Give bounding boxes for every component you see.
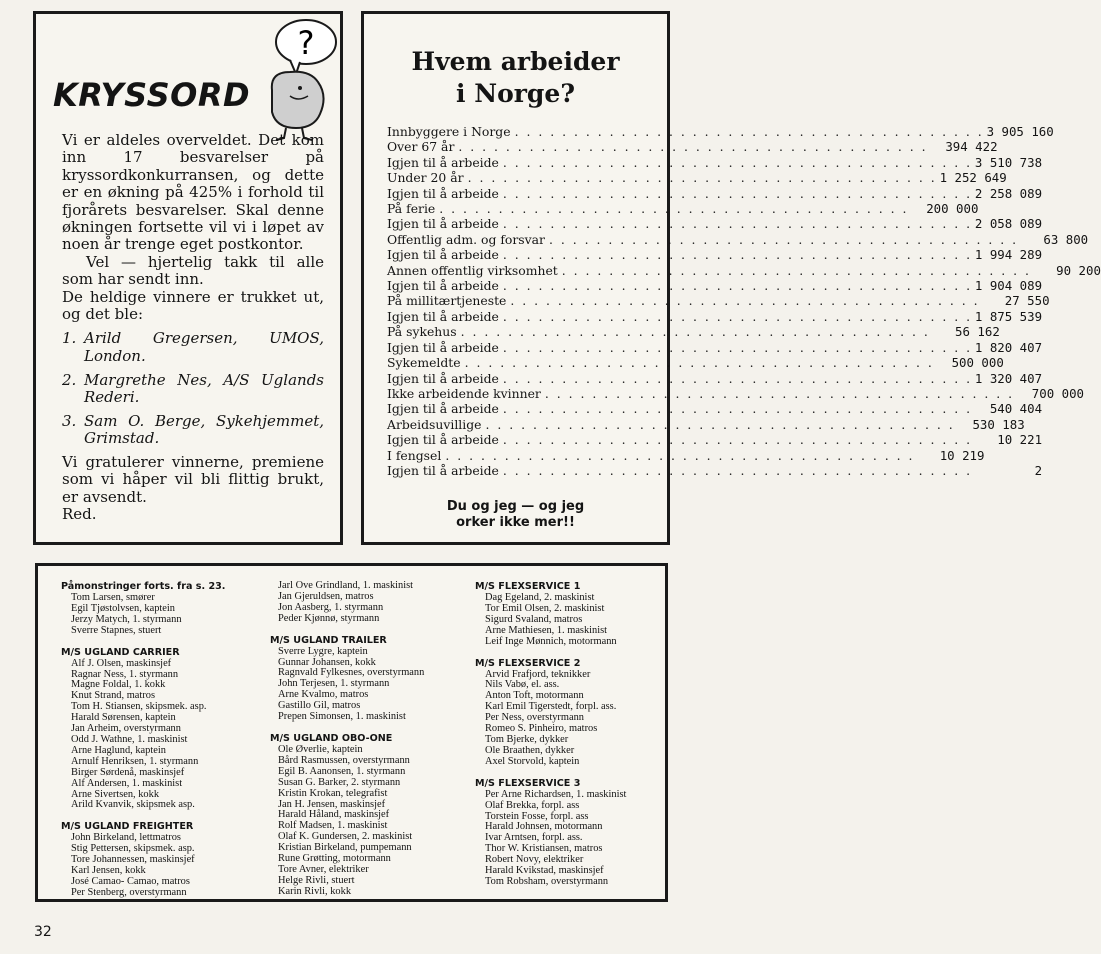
statistics-row [387,139,998,155]
crew-member: Prepen Simonsen, 1. maskinist [278,711,406,723]
statistics-row [387,247,1043,263]
statistics-row [387,416,1025,432]
winner-list [62,330,324,448]
statistics-label: Igjen til å arbeide [387,185,499,201]
statistics-value: 394 422 [945,139,998,155]
leader-dots: . . . . . . . . . . . . . . . . . . . . . . . . . . . . . . . . . . . . . . . . [467,170,937,186]
crew-member: Arild Kvanvik, skipsmek asp. [71,799,195,811]
statistics-label: Arbeidsuvillige [387,416,482,432]
crew-member: Tom H. Stiansen, skipsmek. asp. [71,701,207,713]
winner-number: 2. [62,370,77,389]
leader-dots: . . . . . . . . . . . . . . . . . . . . . . . . . . . . . . . . . . . . . . . . [514,124,984,139]
statistics-value: 530 183 [972,416,1025,432]
crew-group [61,581,271,637]
crew-member: Jarl Ove Grindland, 1. maskinist [278,580,414,591]
crew-member: Jan Gjeruldsen, matros [278,590,374,602]
punchline-line: Du og jeg — og jeg [446,499,585,514]
crew-member: Robert Novy, elektriker [485,854,584,866]
crew-member: Tom Bjerke, dykker [485,733,569,745]
statistics-value: 3 510 738 [974,154,1043,170]
crew-member: Karl Emil Tigerstedt, forpl. ass. [485,701,617,713]
statistics-row [387,370,1043,386]
ship-heading: M/S UGLAND TRAILER [270,634,387,646]
statistics-row [387,308,1043,324]
winner-name: Sam O. Berge, Sykehjemmet, Grimstad. [84,411,324,448]
crew-member: Ivar Arntsen, forpl. ass. [485,832,583,844]
statistics-value: 10 221 [997,432,1043,448]
statistics-label: I fengsel [387,447,442,463]
crew-member: Axel Storvold, kaptein [485,755,580,767]
ship-heading: M/S UGLAND FREIGHTER [61,821,194,833]
leader-dots: . . . . . . . . . . . . . . . . . . . . . . . . . . . . . . . . . . . . . . . . [458,139,928,155]
crew-member: Gunnar Johansen, kokk [278,656,376,668]
crew-member: Stig Pettersen, skipsmek. asp. [71,843,195,855]
statistics-value: 1 994 289 [974,247,1043,263]
crew-group [475,778,665,888]
crew-member: Thor W. Kristiansen, matros [485,843,603,855]
statistics-value: 56 162 [955,324,1000,340]
crew-group [270,581,475,625]
crew-member: Kristin Krokan, telegrafist [278,787,388,799]
statistics-value: 1 252 649 [939,170,1007,186]
statistics-value: 2 058 089 [974,216,1043,232]
leader-dots: . . . . . . . . . . . . . . . . . . . . . . . . . . . . . . . . . . . . . . . . [464,355,934,371]
statistics-value: 1 320 407 [974,370,1043,386]
crew-member: Jon Aasberg, 1. styrmann [278,601,384,613]
crew-group [270,733,475,898]
statistics-value: 1 875 539 [974,308,1043,324]
crew-member: Sverre Lygre, kaptein [278,645,368,657]
leader-dots: . . . . . . . . . . . . . . . . . . . . . . . . . . . . . . . . . . . . . . . . [502,462,973,478]
leader-dots: . . . . . . . . . . . . . . . . . . . . . . . . . . . . . . . . . . . . . . . . [439,201,909,217]
statistics-value: 500 000 [951,355,1004,371]
crew-member: Helge Rivli, stuert [278,874,355,886]
crew-member: Rolf Madsen, 1. maskinist [278,820,388,832]
crew-member: Romeo S. Pinheiro, matros [485,723,598,735]
statistics-row [387,432,1043,448]
leader-dots: . . . . . . . . . . . . . . . . . . . . . . . . . . . . . . . . . . . . . . . . [502,154,973,170]
crew-column [475,581,665,898]
ship-heading: M/S FLEXSERVICE 1 [475,581,581,592]
statistics-row [387,201,979,217]
crew-member: Tom Robsham, overstyrmann [485,875,609,887]
statistics-label: På ferie [387,201,436,217]
crew-member: Magne Foldal, 1. kokk [71,679,166,691]
winner-number: 1. [62,329,77,348]
crew-member: Harald Kvikstad, maskinsjef [485,865,604,877]
hvem-title [364,46,667,110]
crew-group [61,821,271,898]
statistics-row [387,216,1043,232]
crew-member: Anton Toft, motormann [485,690,584,702]
crew-member: Ragnvald Fylkesnes, overstyrmann [278,667,425,679]
ship-heading: M/S FLEXSERVICE 3 [475,777,581,789]
ship-heading: M/S FLEXSERVICE 2 [475,657,581,669]
statistics-label: Igjen til å arbeide [387,278,499,294]
punchline-line: orker ikke mer!! [456,515,575,530]
kryssord-title: KRYSSORD [53,76,251,114]
kryssord-paragraph: De heldige vinnere er trukket ut, og det ble: [62,287,324,324]
statistics-row [387,447,985,463]
leader-dots: . . . . . . . . . . . . . . . . . . . . . . . . . . . . . . . . . . . . . . . . [502,247,973,263]
crew-group [475,658,665,768]
crew-member: Egil Tjøstolvsen, kaptein [71,602,175,614]
kryssord-paragraph: Vi gratulerer vinnerne, premiene som vi håper vil bli flittig brukt, er avsendt. [62,453,324,506]
crew-member: Arne Haglund, kaptein [71,744,166,756]
leader-dots: . . . . . . . . . . . . . . . . . . . . . . . . . . . . . . . . . . . . . . . . [502,370,973,386]
crew-member: Karin Rivli, kokk [278,885,352,897]
leader-dots: . . . . . . . . . . . . . . . . . . . . . . . . . . . . . . . . . . . . . . . . [544,385,1015,401]
statistics-label: Igjen til å arbeide [387,308,499,324]
crew-member: Sigurd Svaland, matros [485,613,583,625]
statistics-label: Innbyggere i Norge [387,124,511,139]
kryssord-box [33,11,343,545]
crew-group [270,635,475,723]
leader-dots: . . . . . . . . . . . . . . . . . . . . . . . . . . . . . . . . . . . . . . . . [502,278,973,294]
statistics-value: 200 000 [926,201,979,217]
leader-dots: . . . . . . . . . . . . . . . . . . . . . . . . . . . . . . . . . . . . . . . . [502,339,973,355]
crew-member: Arvid Frafjord, teknikker [485,668,591,680]
crew-column [61,581,271,909]
hvem-title-line: i Norge? [456,79,575,108]
puzzle-mascot-icon [250,16,350,144]
statistics-label: Sykemeldte [387,355,461,371]
statistics-value: 3 905 160 [986,124,1054,139]
statistics-label: Igjen til å arbeide [387,462,499,478]
mascot-bubble-text: ? [297,24,315,62]
crew-member: Tore Johannessen, maskinsjef [71,854,195,866]
crew-member: Nils Vabø, el. ass. [485,679,560,691]
crew-member: Arne Mathiesen, 1. maskinist [485,624,608,636]
winner-number: 3. [62,411,77,430]
crew-member: Per Ness, overstyrmann [485,712,584,724]
statistics-value: 27 550 [1004,293,1050,309]
crew-member: John Terjesen, 1. styrmann [278,678,390,690]
statistics-table [387,124,1101,478]
crew-member: Ole Øverlie, kaptein [278,743,363,755]
leader-dots: . . . . . . . . . . . . . . . . . . . . . . . . . . . . . . . . . . . . . . . . [502,401,973,417]
winner-name: Margrethe Nes, A/S Uglands Rederi. [84,370,324,407]
crew-member: Dag Egeland, 2. maskinist [485,592,595,603]
ship-heading: Påmonstringer forts. fra s. 23. [61,581,226,592]
statistics-value: 10 219 [939,447,985,463]
leader-dots: . . . . . . . . . . . . . . . . . . . . . . . . . . . . . . . . . . . . . . . . [510,293,980,309]
crew-member: Per Arne Richardsen, 1. maskinist [485,788,627,800]
crew-member: Arne Kvalmo, matros [278,689,369,701]
crew-member: John Birkeland, lettmatros [71,832,181,844]
kryssord-paragraph: Vel — hjertelig takk til alle som har sendt inn. [62,252,324,289]
crew-member: Tor Emil Olsen, 2. maskinist [485,602,605,614]
statistics-value: 700 000 [1031,385,1085,401]
crew-member: Jan H. Jensen, maskinsjef [278,798,386,810]
crew-group [475,581,665,648]
crew-member: Tom Larsen, smører [71,592,155,603]
crew-member: Birger Sørdenå, maskinsjef [71,766,185,778]
crew-member: Torstein Fosse, forpl. ass [485,810,589,822]
crew-member: Kristian Birkeland, pumpemann [278,842,412,854]
statistics-label: Ikke arbeidende kvinner [387,385,541,401]
statistics-row [387,355,1004,371]
statistics-value: 90 200 [1056,262,1101,278]
statistics-row [387,293,1050,309]
winner-name: Arild Gregersen, UMOS, London. [84,329,324,366]
crew-member: Odd J. Wathne, 1. maskinist [71,733,188,745]
crew-member: Arnulf Henriksen, 1. styrmann [71,755,199,767]
crew-member: Harald Johnsen, motormann [485,821,603,833]
statistics-value: 540 404 [989,401,1043,417]
statistics-label: Annen offentlig virksomhet [387,262,558,278]
crew-list-box [35,563,668,902]
page-number: 32 [34,924,52,940]
statistics-row [387,185,1043,201]
leader-dots: . . . . . . . . . . . . . . . . . . . . . . . . . . . . . . . . . . . . . . . . [561,262,1031,278]
statistics-value: 2 258 089 [974,185,1043,201]
leader-dots: . . . . . . . . . . . . . . . . . . . . . . . . . . . . . . . . . . . . . . . . [502,308,973,324]
hvem-arbeider-box [361,11,1101,545]
crew-member: Alf J. Olsen, maskinsjef [71,657,172,669]
crew-column [270,581,475,908]
kryssord-paragraph: Vi er aldeles overveldet. Det kom inn 17 besvarelser på kryssordkonkurransen, og dette er en økning på 425% i forhold til fjorårets besvarelser. Skal denne økningen fortsette vil vi i løpet av noen år trenge eget postkontor. [62,131,324,254]
statistics-label: På millitærtjeneste [387,293,507,309]
crew-member: Susan G. Barker, 2. styrmann [278,776,401,788]
crew-member: Knut Strand, matros [71,690,155,702]
statistics-row [387,170,1007,186]
crew-group [61,647,271,812]
statistics-value: 1 904 089 [974,278,1043,294]
leader-dots: . . . . . . . . . . . . . . . . . . . . . . . . . . . . . . . . . . . . . . . . [485,416,955,432]
crew-member: Per Stenberg, overstyrmann [71,886,187,898]
leader-dots: . . . . . . . . . . . . . . . . . . . . . . . . . . . . . . . . . . . . . . . . [445,447,915,463]
leader-dots: . . . . . . . . . . . . . . . . . . . . . . . . . . . . . . . . . . . . . . . . [502,185,973,201]
statistics-label: Igjen til å arbeide [387,339,499,355]
crew-member: José Camao- Camao, matros [71,875,190,887]
statistics-value: 2 [1034,462,1043,478]
crew-member: Jan Arheim, overstyrmann [71,723,181,735]
statistics-label: Igjen til å arbeide [387,432,499,448]
statistics-label: Igjen til å arbeide [387,401,499,417]
statistics-row [387,278,1043,294]
statistics-row [387,385,1085,401]
statistics-label: Igjen til å arbeide [387,247,499,263]
statistics-value: 1 820 407 [974,339,1043,355]
winner-item [62,372,324,407]
crew-member: Leif Inge Mønnich, motormann [485,635,617,647]
crew-member: Olaf Brekka, forpl. ass [485,799,580,811]
ship-heading: M/S UGLAND OBO-ONE [270,732,393,744]
statistics-label: Under 20 år [387,170,464,186]
statistics-label: Igjen til å arbeide [387,154,499,170]
statistics-label: Offentlig adm. og forsvar [387,231,545,247]
leader-dots: . . . . . . . . . . . . . . . . . . . . . . . . . . . . . . . . . . . . . . . . [548,231,1019,247]
crew-member: Bård Rasmussen, overstyrmann [278,754,410,766]
crew-member: Alf Andersen, 1. maskinist [71,777,183,789]
statistics-row [387,231,1089,247]
statistics-row [387,462,1043,478]
statistics-row [387,154,1043,170]
crew-member: Ragnar Ness, 1. styrmann [71,668,179,680]
crew-member: Peder Kjønnø, styrmann [278,612,380,624]
crew-member: Karl Jensen, kokk [71,865,146,877]
ship-heading: M/S UGLAND CARRIER [61,646,180,658]
crew-member: Jerzy Matych, 1. styrmann [71,613,182,625]
statistics-row [387,324,1000,340]
leader-dots: . . . . . . . . . . . . . . . . . . . . . . . . . . . . . . . . . . . . . . . . [460,324,930,340]
winner-item [62,330,324,365]
signature: Red. [62,505,97,524]
hvem-title-line: Hvem arbeider [411,47,620,76]
crew-member: Egil B. Aanonsen, 1. styrmann [278,765,406,777]
winner-item [62,413,324,448]
statistics-row [387,262,1101,278]
kryssord-text [62,132,324,524]
crew-member: Ole Braathen, dykker [485,744,575,756]
crew-member: Tore Avner, elektriker [278,863,369,875]
crew-member: Arne Sivertsen, kokk [71,788,160,800]
crew-member: Rune Grøtting, motormann [278,853,391,865]
leader-dots: . . . . . . . . . . . . . . . . . . . . . . . . . . . . . . . . . . . . . . . . [502,216,973,232]
statistics-value: 63 800 [1043,231,1089,247]
crew-member: Olaf K. Gundersen, 2. maskinist [278,831,413,843]
statistics-row [387,124,1054,139]
leader-dots: . . . . . . . . . . . . . . . . . . . . . . . . . . . . . . . . . . . . . . . . [502,432,973,448]
crew-member: Sverre Stapnes, stuert [71,624,162,636]
crew-member: Harald Sørensen, kaptein [71,712,176,724]
crew-member: Gastillo Gil, matros [278,700,361,712]
statistics-label: Igjen til å arbeide [387,216,499,232]
statistics-label: På sykehus [387,324,457,340]
statistics-label: Over 67 år [387,139,455,155]
crew-member: Harald Håland, maskinsjef [278,809,390,821]
punchline [364,499,667,531]
statistics-row [387,339,1043,355]
statistics-row [387,401,1043,417]
statistics-label: Igjen til å arbeide [387,370,499,386]
